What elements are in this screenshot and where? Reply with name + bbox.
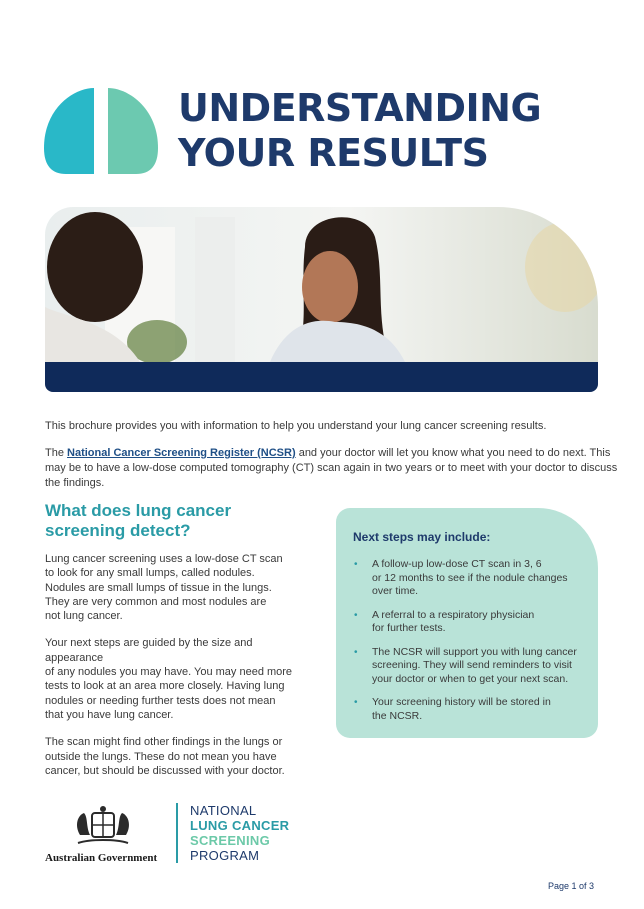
text-line: or 12 months to see if the nodule changes bbox=[372, 571, 568, 584]
text-line: screening. They will send reminders to visit bbox=[372, 659, 572, 671]
section-heading bbox=[45, 501, 305, 541]
section-heading-line-2: screening detect? bbox=[45, 521, 191, 540]
section-body bbox=[45, 552, 313, 791]
program-line-4: PROGRAM bbox=[190, 848, 260, 863]
text-line: not lung cancer. bbox=[45, 610, 123, 623]
next-steps-card bbox=[336, 508, 598, 738]
bullet-icon: • bbox=[354, 559, 358, 570]
program-line-1: NATIONAL bbox=[190, 803, 257, 818]
page-title bbox=[178, 86, 541, 176]
program-lung: LUNG bbox=[190, 818, 229, 833]
list-item bbox=[352, 609, 588, 636]
section-paragraph-1 bbox=[45, 552, 313, 623]
next-steps-heading: Next steps may include: bbox=[353, 530, 491, 544]
list-item bbox=[352, 558, 588, 599]
program-cancer: CANCER bbox=[228, 818, 290, 833]
text-line: Your screening history will be stored in bbox=[372, 696, 551, 708]
text-line: for further tests. bbox=[372, 622, 446, 634]
section-paragraph-2 bbox=[45, 636, 313, 722]
intro-paragraph-2 bbox=[45, 446, 620, 491]
text-line: Nodules are small lumps of tissue in the lungs. bbox=[45, 581, 272, 594]
text-line: The scan might find other findings in the lungs or bbox=[45, 736, 283, 749]
gov-name: Australian Government bbox=[45, 852, 158, 864]
bullet-icon: • bbox=[354, 646, 358, 658]
page-number: Page 1 of 3 bbox=[548, 881, 595, 891]
intro-prefix: The bbox=[45, 447, 68, 459]
text-line: to look for any small lumps, called nodules. bbox=[45, 567, 255, 580]
divider bbox=[176, 803, 178, 863]
coat-of-arms-icon bbox=[70, 805, 136, 849]
intro-text bbox=[45, 419, 620, 503]
program-line-2 bbox=[190, 818, 289, 833]
program-line-3: SCREENING bbox=[190, 833, 270, 848]
text-line: The NCSR will support you with lung cancer bbox=[372, 645, 577, 658]
text-line: over time. bbox=[372, 585, 419, 597]
text-line: They are very common and most nodules are bbox=[45, 595, 267, 608]
title-line-1: UNDERSTANDING bbox=[178, 86, 542, 130]
text-line: that you have lung cancer. bbox=[45, 708, 174, 721]
text-line: A follow-up low-dose CT scan in 3, 6 bbox=[372, 558, 542, 570]
text-line: the NCSR. bbox=[372, 709, 423, 722]
program-logo bbox=[190, 803, 289, 863]
text-line: tests to look at an area more closely. Having lung bbox=[45, 680, 285, 693]
text-line: Your next steps are guided by the size and appearance bbox=[45, 637, 253, 664]
title-line-2: YOUR RESULTS bbox=[178, 131, 489, 175]
bullet-icon: • bbox=[354, 609, 358, 621]
text-line: A referral to a respiratory physician bbox=[372, 608, 535, 621]
text-line: nodules or needing further tests does not mean bbox=[45, 694, 276, 707]
text-line: outside the lungs. These do not mean you have bbox=[45, 750, 277, 763]
text-line: your doctor or when to get your next scan. bbox=[372, 672, 569, 685]
intro-paragraph-1: This brochure provides you with information to help you understand your lung cancer screening results. bbox=[45, 420, 547, 432]
list-item bbox=[352, 646, 588, 687]
text-line: Lung cancer screening uses a low-dose CT scan bbox=[45, 553, 283, 565]
next-steps-list bbox=[352, 558, 588, 733]
bullet-icon: • bbox=[354, 697, 358, 708]
section-paragraph-3 bbox=[45, 735, 313, 778]
text-line: of any nodules you may have. You may need more bbox=[45, 666, 293, 679]
hero-image bbox=[45, 207, 598, 392]
text-line: cancer, but should be discussed with your doctor. bbox=[45, 764, 285, 777]
intro-suffix: and your doctor will let you know what you need to do next. This may be to have a low-dose computed tomography (CT) scan again in two years or to meet with your doctor to discuss the findings. bbox=[45, 447, 618, 489]
list-item bbox=[352, 696, 588, 723]
section-heading-line-1: What does lung cancer bbox=[45, 501, 232, 520]
lungs-logo-icon bbox=[44, 88, 158, 176]
ncsr-link[interactable]: National Cancer Screening Register (NCSR) bbox=[67, 447, 296, 459]
